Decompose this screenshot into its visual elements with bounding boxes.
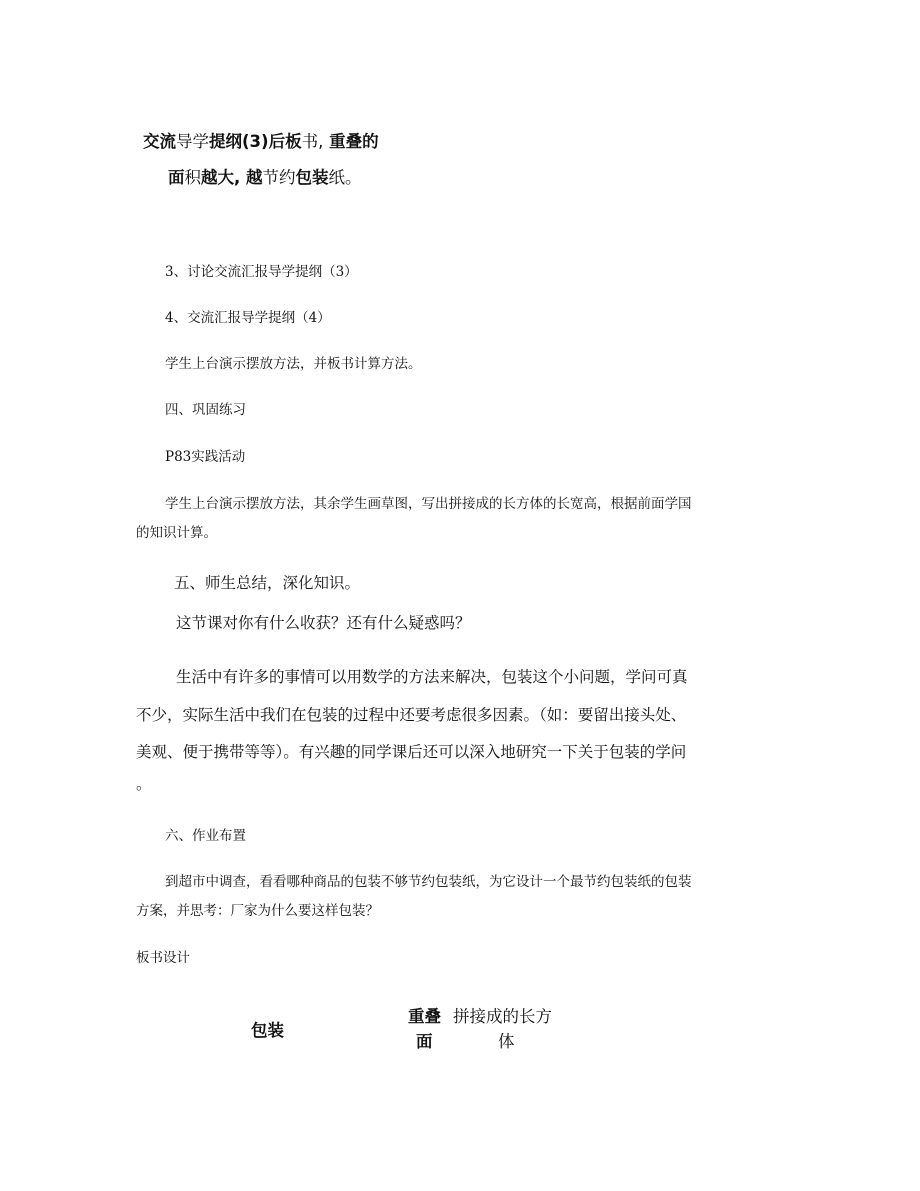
- board-right-top: 拼接成的长方: [453, 1007, 552, 1026]
- heading-seg: 包装: [295, 168, 329, 187]
- heading-seg: 越: [240, 168, 263, 187]
- paragraph-demo: 学生上台演示摆放方法，并板书计算方法。: [165, 356, 422, 372]
- section-heading-board: 板书设计: [136, 950, 190, 966]
- paragraph-life-line-3: 美观、便于携带等等）。有兴趣的同学课后还可以深入地研究一下关于包装的学问: [136, 743, 687, 761]
- paragraph-demo-2-line-1: 学生上台演示摆放方法，其余学生画草图，写出拼接成的长方体的长宽高，根据前面学国: [165, 496, 692, 512]
- board-mid-bottom: 面: [416, 1032, 433, 1051]
- heading-line-1: [143, 128, 379, 152]
- paragraph-homework-line-2: 方案，并思考：厂家为什么要这样包装？: [136, 903, 379, 919]
- paragraph-life-line-4: 。: [136, 775, 152, 793]
- heading-seg: 积: [184, 168, 201, 187]
- board-right-bottom: 体: [498, 1032, 515, 1051]
- heading-seg: 导学: [176, 132, 209, 151]
- board-mid-top: 重叠: [408, 1007, 441, 1026]
- heading-line-2: [168, 164, 362, 188]
- heading-seg: 节约: [262, 168, 296, 187]
- paragraph-report: 4、交流汇报导学提纲（4）: [165, 310, 331, 326]
- paragraph-demo-2-line-2: 的知识计算。: [136, 525, 217, 541]
- paragraph-activity: P83实践活动: [165, 449, 246, 465]
- section-heading-summary: 五、师生总结，深化知识。: [174, 574, 361, 592]
- paragraph-homework-line-1: 到超市中调查，看看哪种商品的包装不够节约包装纸，为它设计一个最节约包装纸的包装: [165, 874, 692, 890]
- heading-seg: 重叠的: [323, 132, 379, 151]
- paragraph-question: 这节课对你有什么收获？还有什么疑惑吗？: [176, 614, 471, 632]
- heading-seg: 后板: [268, 132, 302, 151]
- heading-seg: 提纲(3): [209, 132, 269, 151]
- section-heading-homework: 六、作业布置: [165, 828, 246, 844]
- heading-seg: 纸。: [328, 168, 362, 187]
- heading-seg: 交流: [143, 132, 176, 151]
- paragraph-life-line-1: 生活中有许多的事情可以用数学的方法来解决，包装这个小问题，学问可真: [176, 668, 688, 686]
- heading-seg: 越大,: [201, 168, 241, 187]
- paragraph-life-line-2: 不少，实际生活中我们在包装的过程中还要考虑很多因素。（如：要留出接头处、: [136, 706, 687, 724]
- paragraph-discuss: 3、讨论交流汇报导学提纲（3）: [165, 264, 358, 280]
- section-heading-practice: 四、巩固练习: [165, 402, 246, 418]
- heading-seg: 面: [168, 168, 185, 187]
- board-left-label: 包装: [251, 1021, 284, 1040]
- heading-seg: 书,: [301, 132, 324, 151]
